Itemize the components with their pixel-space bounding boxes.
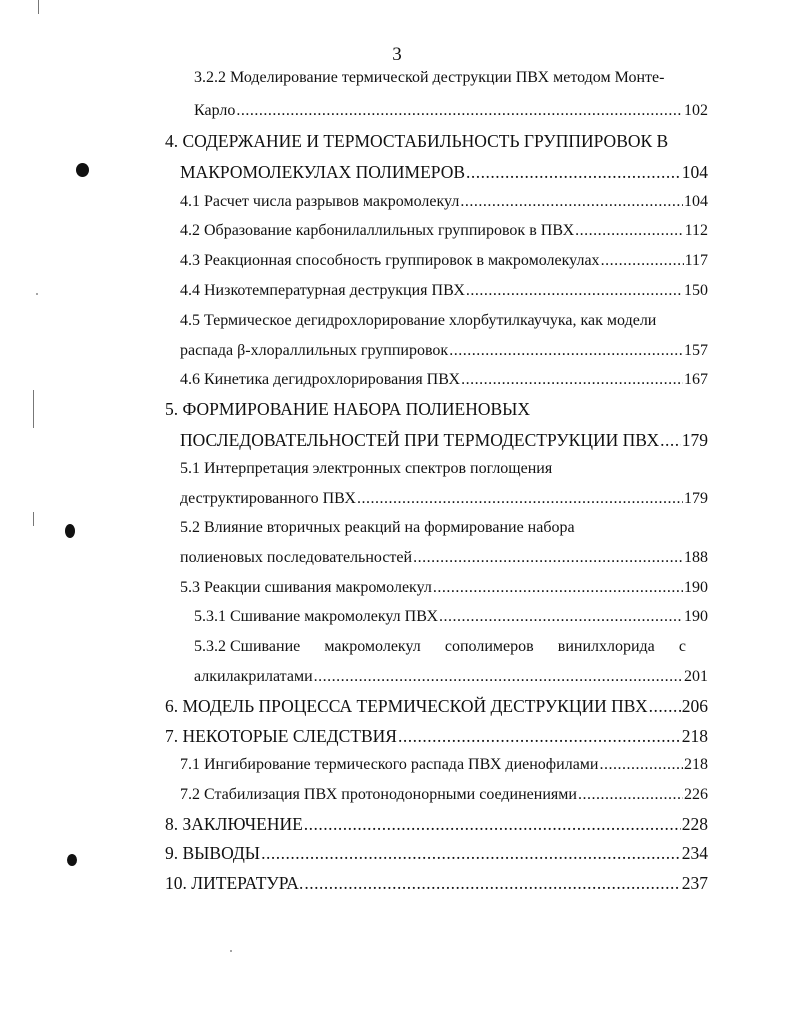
toc-page-number: 190 (684, 579, 708, 596)
toc-entry-4-5-cont (180, 340, 708, 362)
toc-page-number: 226 (684, 786, 708, 803)
toc-entry-3-2-2-cont (194, 100, 708, 122)
toc-entry-text: 10. ЛИТЕРАТУРА. (165, 873, 304, 893)
toc-entry-text: 4.1 Расчет числа разрывов макромолекул (180, 193, 460, 210)
toc-chapter-10 (165, 872, 708, 894)
toc-chapter-5 (165, 398, 530, 420)
toc-entry-word: макромолекул (324, 638, 421, 655)
toc-entry-text: 5.3 Реакции сшивания макромолекул (180, 579, 432, 596)
toc-chapter-4-cont (180, 161, 708, 183)
toc-entry-text: 5. ФОРМИРОВАНИЕ НАБОРА ПОЛИЕНОВЫХ (165, 399, 531, 419)
toc-entry-3-2-2 (194, 67, 664, 89)
scan-speck (36, 293, 38, 295)
page-number: 3 (392, 44, 402, 65)
toc-page-number: 117 (684, 252, 708, 269)
toc-entry-text: 4.6 Кинетика дегидрохлорирования ПВХ (180, 371, 461, 388)
toc-entry-text: деструктированного ПВХ (180, 490, 356, 507)
toc-entry-text: Карло (194, 102, 236, 119)
toc-entry-word: винилхлорида (557, 638, 655, 655)
toc-leader-dots (449, 340, 683, 362)
toc-leader-dots (357, 488, 683, 510)
toc-chapter-8 (165, 813, 708, 835)
toc-leader-dots (236, 100, 683, 122)
toc-leader-dots (466, 161, 681, 183)
toc-entry-text: МАКРОМОЛЕКУЛАХ ПОЛИМЕРОВ (180, 162, 466, 182)
toc-leader-dots (439, 606, 683, 628)
toc-page-number: 179 (684, 490, 708, 507)
scan-edge-line (38, 0, 39, 14)
toc-entry-text: 4.5 Термическое дегидрохлорирование хлорбутилкаучука, как модели (180, 312, 657, 329)
toc-entry-text: 7.1 Ингибирование термического распада ПВХ диенофилами (180, 756, 599, 773)
toc-entry-7-2 (180, 784, 708, 806)
toc-entry-text: 4.3 Реакционная способность группировок в макромолекулах (180, 252, 600, 269)
toc-leader-dots (460, 191, 683, 213)
toc-page-number: 167 (684, 371, 708, 388)
scan-speck (230, 950, 232, 952)
toc-leader-dots (304, 872, 680, 894)
toc-leader-dots (660, 429, 681, 451)
toc-chapter-6 (165, 695, 708, 717)
toc-page-number: 218 (681, 726, 708, 746)
toc-entry-5-2 (180, 517, 575, 539)
toc-entry-text: 5.1 Интерпретация электронных спектров поглощения (180, 460, 553, 477)
toc-entry-text: 4.2 Образование карбонилаллильных группировок в ПВХ (180, 222, 575, 239)
toc-page-number: 234 (681, 843, 708, 863)
toc-leader-dots (578, 784, 683, 806)
toc-entry-5-3 (180, 577, 708, 599)
toc-entry-4-4 (180, 280, 708, 302)
binder-hole-mark (65, 524, 75, 538)
toc-chapter-7 (165, 725, 708, 747)
toc-entry-4-5 (180, 310, 656, 332)
toc-leader-dots (649, 695, 681, 717)
toc-entry-word: 5.3.2 Сшивание (194, 638, 301, 655)
toc-leader-dots (413, 547, 683, 569)
toc-chapter-5-cont (180, 429, 708, 451)
toc-leader-dots (600, 754, 684, 776)
scan-edge-line (33, 512, 34, 526)
toc-leader-dots (398, 725, 681, 747)
toc-entry-word: сополимеров (444, 638, 534, 655)
toc-page-number: 237 (681, 873, 708, 893)
toc-chapter-9 (165, 842, 708, 864)
toc-entry-word: с (678, 638, 686, 655)
toc-entry-text: 3.2.2 Моделирование термической деструкции ПВХ методом Монте- (194, 69, 665, 86)
toc-entry-text: полиеновых последовательностей (180, 549, 413, 566)
toc-entry-text: алкилакрилатами (194, 668, 313, 685)
toc-page-number: 104 (684, 193, 708, 210)
toc-entry-5-1-cont (180, 488, 708, 510)
toc-leader-dots (461, 369, 683, 391)
toc-entry-text: 7. НЕКОТОРЫЕ СЛЕДСТВИЯ (165, 726, 397, 746)
toc-entry-text: 9. ВЫВОДЫ (165, 843, 261, 863)
toc-entry-5-2-cont (180, 547, 708, 569)
toc-entry-text: распада β-хлораллильных группировок (180, 342, 449, 359)
toc-entry-text: 4.4 Низкотемпературная деструкция ПВХ (180, 282, 465, 299)
toc-entry-5-3-2-cont (194, 666, 708, 688)
toc-entry-text: 7.2 Стабилизация ПВХ протонодонорными соединениями (180, 786, 577, 803)
toc-chapter-4 (165, 130, 668, 152)
toc-leader-dots (466, 280, 683, 302)
toc-page-number: 157 (684, 342, 708, 359)
toc-entry-text: 4. СОДЕРЖАНИЕ И ТЕРМОСТАБИЛЬНОСТЬ ГРУППИРОВОК В (165, 131, 669, 151)
scan-edge-line (33, 390, 34, 428)
toc-entry-5-3-1 (194, 606, 708, 628)
toc-page-number: 228 (681, 814, 708, 834)
toc-page-number: 206 (681, 696, 708, 716)
toc-entry-4-1 (180, 191, 708, 213)
toc-leader-dots (601, 250, 684, 272)
toc-leader-dots (433, 577, 683, 599)
toc-entry-4-3 (180, 250, 708, 272)
toc-page-number: 201 (684, 668, 708, 685)
toc-entry-text: 6. МОДЕЛЬ ПРОЦЕССА ТЕРМИЧЕСКОЙ ДЕСТРУКЦИИ ПВХ (165, 696, 648, 716)
binder-hole-mark (67, 854, 77, 866)
toc-page-number: 104 (681, 162, 708, 182)
toc-leader-dots (314, 666, 683, 688)
toc-entry-text: 5.2 Влияние вторичных реакций на формирование набора (180, 519, 575, 536)
toc-leader-dots (575, 220, 683, 242)
toc-page-number: 179 (681, 430, 708, 450)
toc-entry-4-2 (180, 220, 708, 242)
toc-entry-text: ПОСЛЕДОВАТЕЛЬНОСТЕЙ ПРИ ТЕРМОДЕСТРУКЦИИ ПВХ (180, 430, 660, 450)
toc-entry-5-3-2 (194, 636, 686, 658)
toc-entry-4-6 (180, 369, 708, 391)
toc-page-number: 102 (684, 102, 708, 119)
toc-page-number: 188 (684, 549, 708, 566)
toc-entry-text: 8. ЗАКЛЮЧЕНИЕ (165, 814, 303, 834)
toc-leader-dots (304, 813, 681, 835)
binder-hole-mark (76, 163, 89, 177)
toc-page-number: 218 (684, 756, 708, 773)
toc-entry-5-1 (180, 458, 552, 480)
toc-page-number: 150 (684, 282, 708, 299)
toc-page-number: 190 (684, 608, 708, 625)
toc-entry-7-1 (180, 754, 708, 776)
toc-entry-text: 5.3.1 Сшивание макромолекул ПВХ (194, 608, 439, 625)
toc-page-number: 112 (684, 222, 708, 239)
toc-leader-dots (261, 842, 681, 864)
